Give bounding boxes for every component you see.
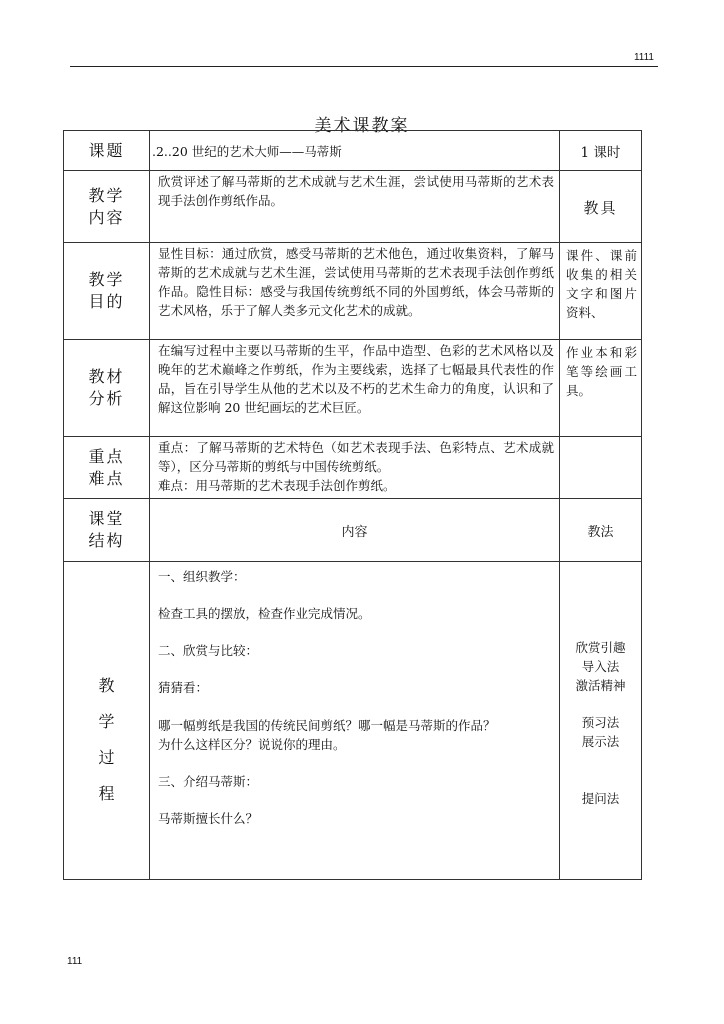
focus-text [150,437,560,499]
goals-row [64,243,642,340]
footer-page-code: 111 [67,956,83,967]
process-line: 一、组织教学： [158,569,246,584]
method-item: 欣赏引趣 [575,640,626,655]
goals-label-line2: 目的 [88,292,125,311]
structure-label [64,499,150,562]
topic-label: 课题 [64,131,150,171]
process-line: 检查工具的摆放，检查作业完成情况。 [158,606,371,621]
focus-label-line1: 重点 [88,446,125,466]
goals-label-line1: 教学 [88,270,125,289]
method-column-header: 教法 [560,499,642,562]
goals-text: 显性目标：通过欣赏，感受马蒂斯的艺术他色，通过收集资料，了解马蒂斯的艺术成就与艺术生涯，尝试使用马蒂斯的艺术表现手法创作剪纸作品。隐性目标：感受与我国传统剪纸不同的外国剪纸，体会马蒂斯的艺术风格，乐于了解人类多元文化艺术的成就。 [150,243,560,340]
goals-aids-text: 课件、课前收集的相关文字和图片资料、 [560,243,642,340]
goals-label [64,243,150,340]
analysis-aids-text: 作业本和彩笔等绘画工具。 [560,340,642,437]
content-column-header: 内容 [150,499,560,562]
focus-empty-cell [560,437,642,499]
header-page-code: 1111 [633,52,654,63]
process-label-char: 程 [98,784,115,803]
structure-label-line1: 课堂 [88,509,125,528]
process-label-char: 过 [98,748,115,767]
analysis-label-line2: 分析 [88,389,125,408]
content-label [64,171,150,243]
content-text: 欣赏评述了解马蒂斯的艺术成就与艺术生涯，尝试使用马蒂斯的艺术表现手法创作剪纸作品。 [150,171,560,243]
method-item: 预习法 [581,715,620,730]
process-label-char: 教 [98,676,115,695]
topic-value: .2..20 世纪的艺术大师——马蒂斯 [150,131,560,171]
topic-row [64,131,642,171]
focus-difficulty: 难点：用马蒂斯的艺术表现手法创作剪纸。 [158,478,396,493]
analysis-label [64,340,150,437]
content-row [64,171,642,243]
process-line: 哪一幅剪纸是我国的传统民间剪纸？哪一幅是马蒂斯的作品？ [158,718,496,733]
structure-row [64,499,642,562]
method-item: 提问法 [581,791,620,806]
process-line: 猜猜看： [158,680,209,695]
content-label-line1: 教学 [88,185,125,205]
analysis-row [64,340,642,437]
focus-label [64,437,150,499]
process-row [64,562,642,880]
lesson-plan-table [63,130,642,880]
process-line: 三、介绍马蒂斯： [158,774,259,789]
focus-row [64,437,642,499]
process-label-char: 学 [98,712,115,731]
teaching-aids-label: 教具 [560,171,642,243]
focus-key-point: 重点：了解马蒂斯的艺术特色（如艺术表现手法、色彩特点、艺术成就等），区分马蒂斯的剪纸与中国传统剪纸。 [158,440,554,474]
process-content [150,562,560,880]
process-methods [560,562,642,880]
analysis-label-line1: 教材 [88,367,125,386]
structure-label-line2: 结构 [88,531,125,550]
process-label [64,562,150,880]
class-hours: 1 课时 [560,131,642,171]
focus-label-line2: 难点 [88,468,125,488]
document-title: 美术课教案 [314,116,410,136]
process-line: 马蒂斯擅长什么？ [158,811,259,826]
method-item: 导入法 [581,659,620,674]
process-line: 二、欣赏与比较： [158,643,259,658]
content-label-line2: 内容 [88,207,125,227]
method-item: 展示法 [581,734,620,749]
header-rule [70,66,658,67]
process-line: 为什么这样区分？说说你的理由。 [158,737,346,752]
method-item: 激活精神 [575,678,626,693]
analysis-text: 在编写过程中主要以马蒂斯的生平，作品中造型、色彩的艺术风格以及晚年的艺术巅峰之作剪纸，作为主要线索，选择了七幅最具代表性的作品，旨在引导学生从他的艺术以及不朽的艺术生命力的角度，认识和了解这位影响 20 世纪画坛的艺术巨匠。 [150,340,560,437]
